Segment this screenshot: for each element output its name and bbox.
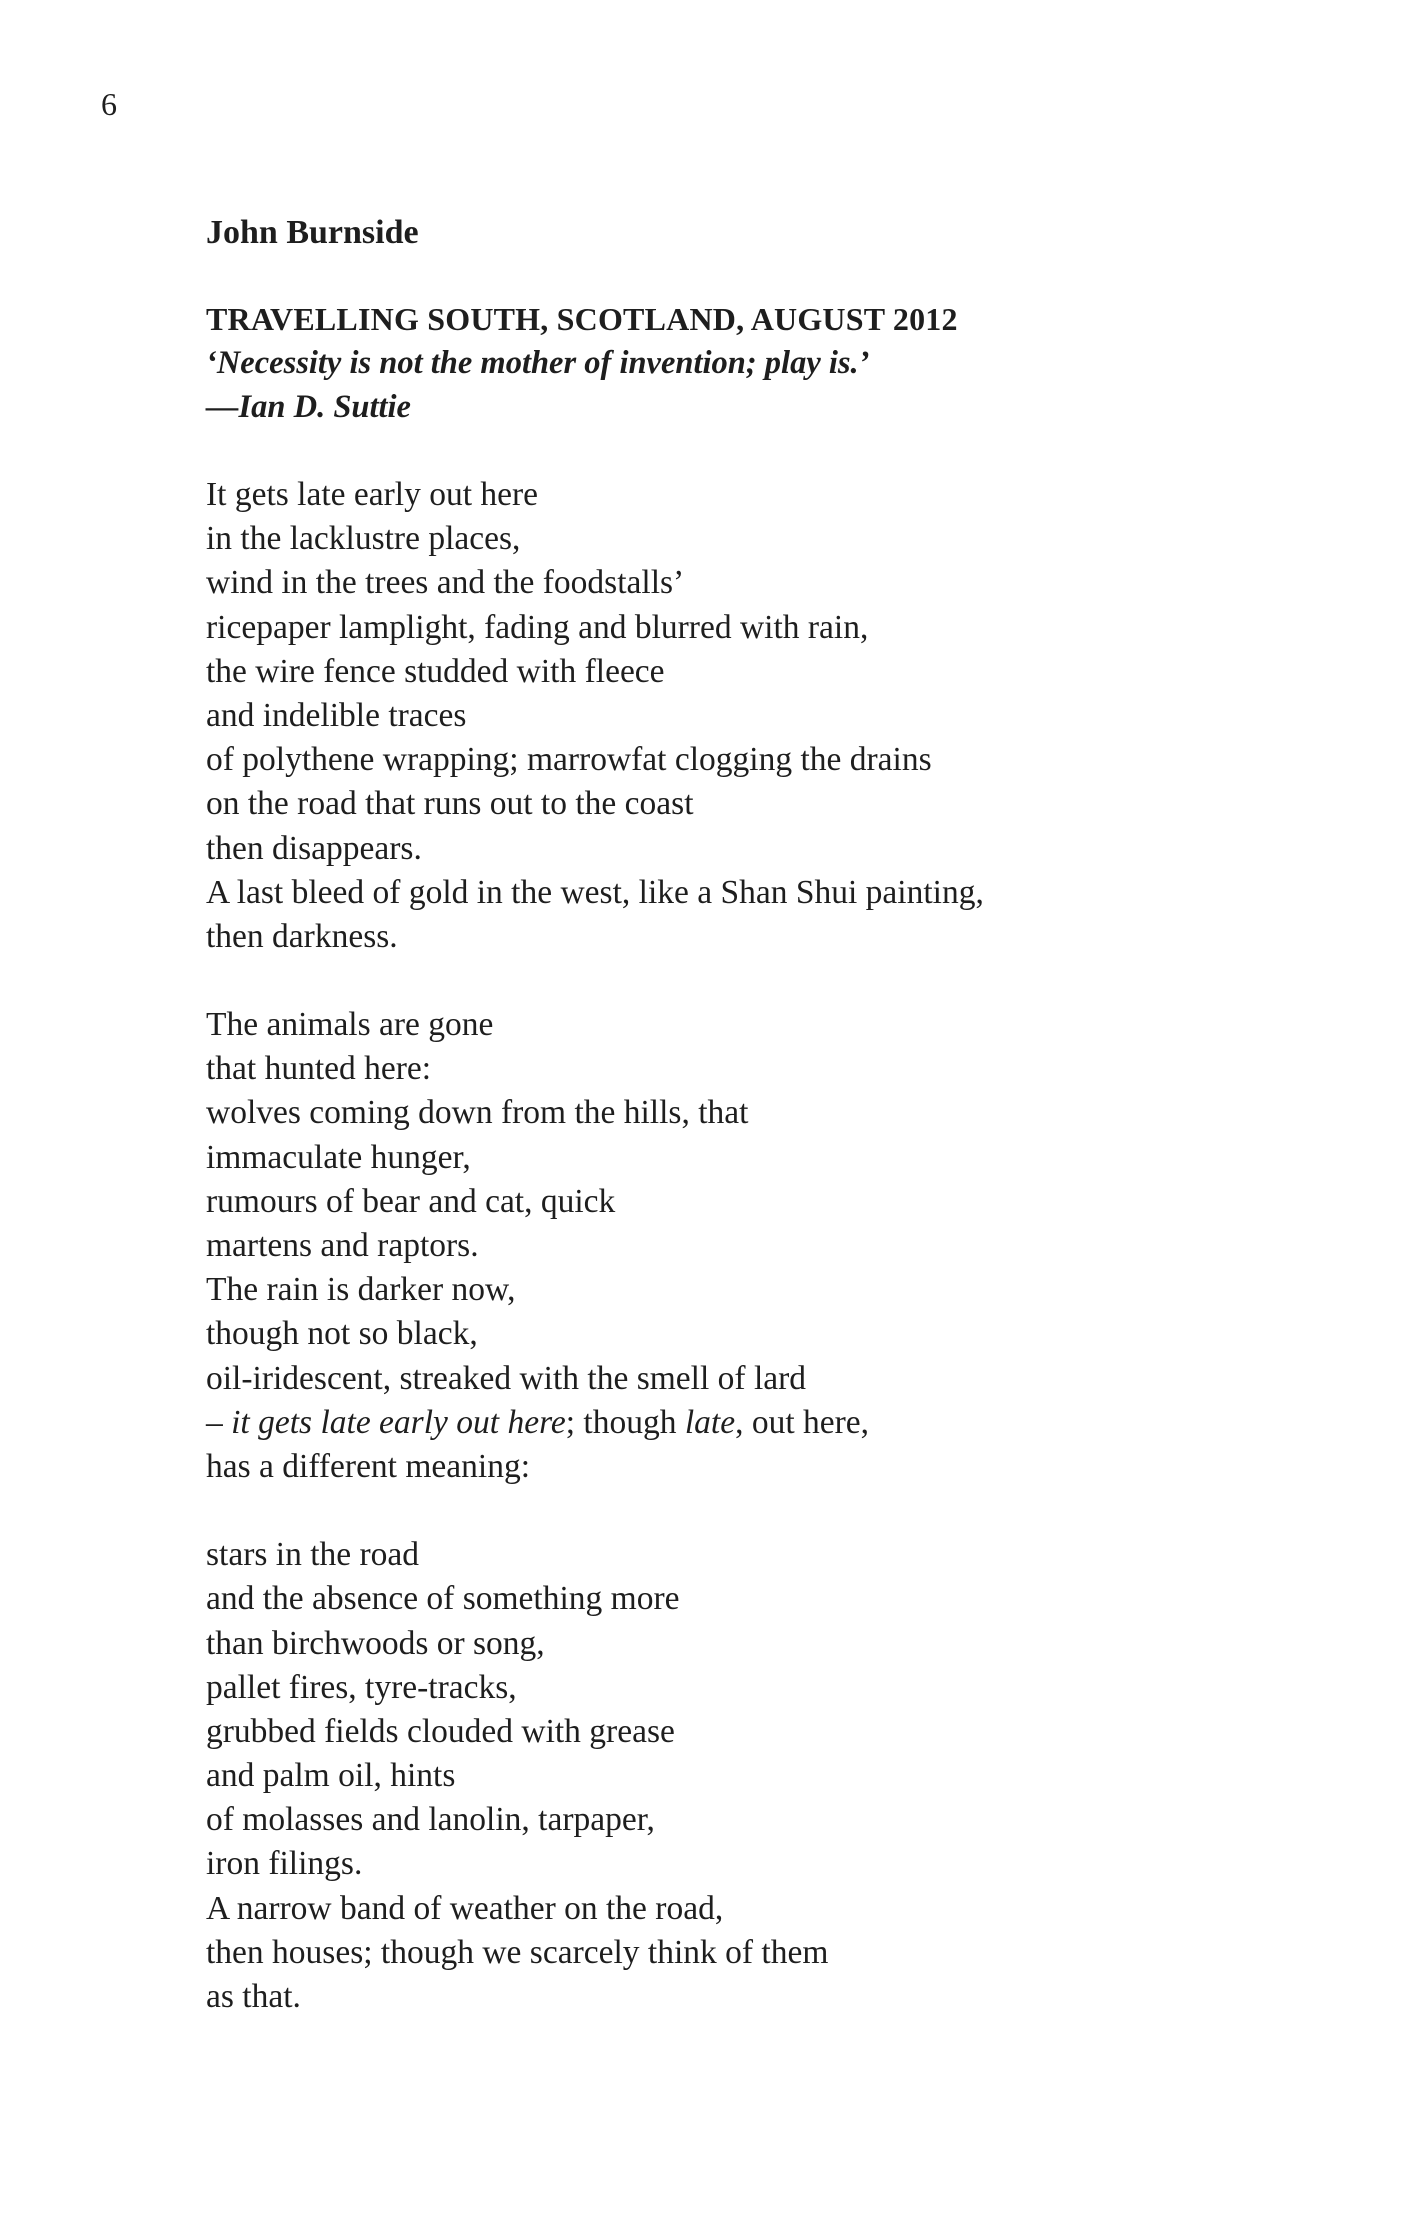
- line-dash: –: [206, 1403, 232, 1441]
- poem-line: though not so black,: [206, 1315, 478, 1353]
- poem-line: that hunted here:: [206, 1050, 432, 1088]
- author-name: John Burnside: [206, 214, 419, 251]
- poem-line: ricepaper lamplight, fading and blurred with rain,: [206, 608, 869, 646]
- poem-line: stars in the road: [206, 1536, 420, 1574]
- epigraph: [206, 341, 1306, 429]
- poem-line: and palm oil, hints: [206, 1757, 456, 1795]
- poem-content: [206, 211, 1306, 2019]
- poem-line: martens and raptors.: [206, 1227, 479, 1264]
- poem-line: has a different meaning:: [206, 1447, 531, 1485]
- poem-line: The rain is darker now,: [206, 1271, 516, 1309]
- poem-line: rumours of bear and cat, quick: [206, 1182, 616, 1220]
- epigraph-quote: ‘Necessity is not the mother of invention; play is.’: [206, 345, 870, 381]
- poem-line: then disappears.: [206, 829, 422, 867]
- poem-line: than birchwoods or song,: [206, 1624, 545, 1662]
- line-segment: , out here,: [735, 1403, 870, 1441]
- poem-line: immaculate hunger,: [206, 1138, 471, 1176]
- poem-line-mixed: [206, 1401, 1306, 1445]
- poem-line: iron filings.: [206, 1845, 363, 1883]
- poem-line: of molasses and lanolin, tarpaper,: [206, 1801, 655, 1839]
- poem-line: oil-iridescent, streaked with the smell of lard: [206, 1359, 807, 1397]
- poem-line: and the absence of something more: [206, 1580, 680, 1618]
- epigraph-attribution: —Ian D. Suttie: [206, 389, 411, 425]
- poem-line: in the lacklustre places,: [206, 520, 521, 558]
- italic-phrase: it gets late early out here: [231, 1403, 566, 1441]
- poem-line: wind in the trees and the foodstalls’: [206, 564, 685, 602]
- stanza-1: [206, 473, 1306, 959]
- page-number: 6: [101, 86, 117, 122]
- poem-line: then houses; though we scarcely think of them: [206, 1933, 829, 1971]
- poem-line: on the road that runs out to the coast: [206, 785, 694, 823]
- stanza-2: [206, 1003, 1306, 1489]
- line-segment: ; though: [565, 1403, 685, 1441]
- poem-title: TRAVELLING SOUTH, SCOTLAND, AUGUST 2012: [206, 301, 958, 337]
- poem-line: pallet fires, tyre-tracks,: [206, 1668, 517, 1706]
- poem-line: and indelible traces: [206, 696, 467, 734]
- poem-line: grubbed fields clouded with grease: [206, 1712, 675, 1750]
- poem-line: A narrow band of weather on the road,: [206, 1889, 724, 1927]
- poem-line: the wire fence studded with fleece: [206, 652, 665, 690]
- poem-line: of polythene wrapping; marrowfat clogging the drains: [206, 741, 932, 779]
- poem-line: as that.: [206, 1978, 301, 2015]
- poem-line: wolves coming down from the hills, that: [206, 1094, 749, 1132]
- italic-word: late: [684, 1403, 736, 1441]
- poem-line: The animals are gone: [206, 1006, 494, 1044]
- poem-line: It gets late early out here: [206, 476, 539, 513]
- poem-line: A last bleed of gold in the west, like a Shan Shui painting,: [206, 873, 984, 911]
- poem-line: then darkness.: [206, 917, 398, 955]
- stanza-3: [206, 1533, 1306, 2019]
